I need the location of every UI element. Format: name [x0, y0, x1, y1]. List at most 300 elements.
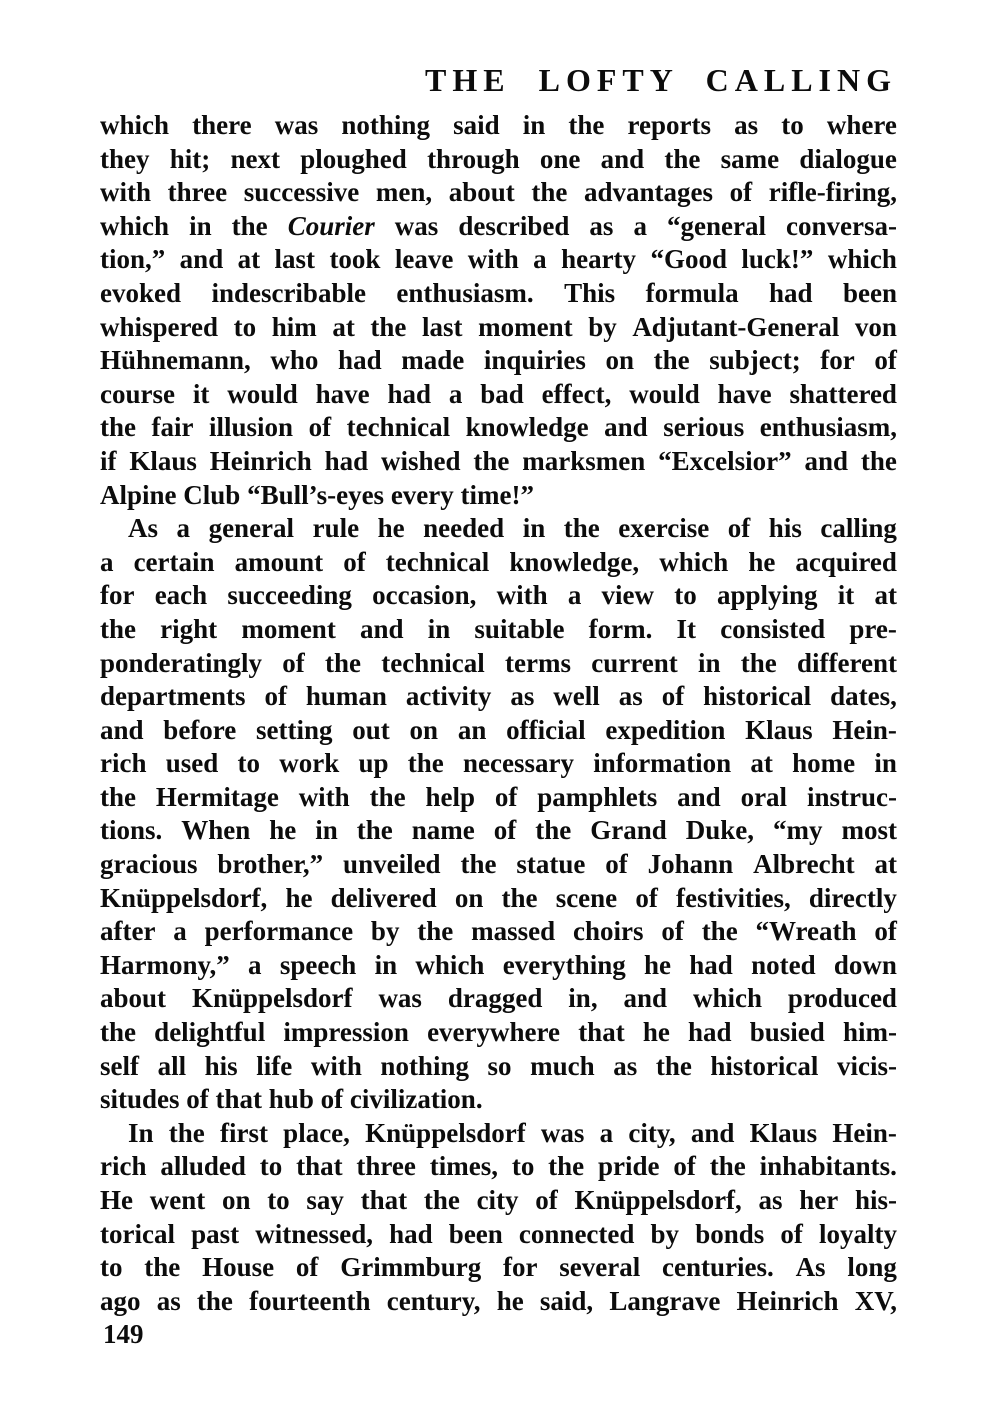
word: him-: [842, 1017, 897, 1048]
word: the: [740, 647, 777, 678]
text-line: [100, 613, 897, 647]
word: time!”: [460, 479, 534, 510]
word: Grand: [590, 815, 667, 846]
word: most: [841, 815, 897, 846]
word: so: [487, 1050, 512, 1081]
word: for: [503, 1252, 538, 1283]
word: and: [677, 781, 721, 812]
word: alluded: [160, 1151, 246, 1182]
word: as: [758, 1185, 783, 1215]
word: statue: [516, 849, 586, 880]
word: rich: [100, 1151, 147, 1182]
word: the: [568, 110, 605, 140]
word: had: [689, 949, 733, 980]
word: civilization.: [349, 1084, 483, 1115]
text-line: [100, 512, 897, 546]
word: the: [417, 916, 454, 947]
word: described: [458, 210, 570, 241]
word: as: [618, 681, 643, 712]
word: century,: [386, 1285, 481, 1316]
word: to: [781, 110, 804, 140]
word: everything: [502, 949, 626, 980]
word: the: [100, 1017, 136, 1048]
word: used: [165, 748, 219, 779]
word: about: [100, 983, 167, 1014]
word: life: [256, 1050, 293, 1081]
word: if: [100, 445, 117, 476]
word: as: [156, 1285, 181, 1316]
word: each: [154, 580, 208, 611]
word: von: [854, 311, 897, 342]
word: they: [100, 143, 150, 174]
word: fourteenth: [249, 1285, 371, 1316]
word: and: [360, 613, 404, 644]
word: a: [176, 513, 191, 544]
text-line: [100, 982, 897, 1016]
word: at: [874, 849, 897, 880]
word: moment: [241, 613, 336, 644]
word: his-: [854, 1185, 897, 1215]
word: It: [676, 613, 697, 644]
word: him: [271, 311, 317, 342]
word: calling: [820, 513, 897, 544]
word: scene: [555, 882, 618, 913]
word: fair: [151, 412, 194, 443]
word: festivities,: [676, 882, 791, 913]
word: terms: [505, 647, 571, 678]
word: every: [390, 479, 454, 510]
word: current: [591, 647, 678, 678]
word: at: [750, 748, 773, 779]
word: with: [496, 580, 548, 611]
word: expedition: [605, 714, 726, 745]
italic-word: Courier: [287, 210, 375, 241]
word: the: [370, 311, 407, 342]
word: instruc-: [806, 781, 897, 812]
word: form.: [588, 613, 653, 644]
word: place,: [283, 1117, 350, 1148]
word: help: [425, 781, 475, 812]
word: three: [167, 177, 228, 208]
word: of: [635, 882, 658, 913]
word: said: [453, 110, 500, 140]
word: course: [100, 378, 175, 409]
word: ago: [100, 1285, 141, 1316]
text-line: [100, 848, 897, 882]
word: a: [567, 580, 582, 611]
text-line: [100, 814, 897, 848]
word: last: [422, 311, 463, 342]
word: As: [795, 1252, 826, 1283]
word: serious: [663, 412, 745, 443]
word: dialogue: [799, 143, 897, 174]
word: in: [522, 513, 546, 544]
word: luck!”: [741, 244, 814, 275]
word: all: [157, 1050, 187, 1081]
word: as: [510, 681, 535, 712]
body-text: [100, 109, 897, 1318]
word: human: [305, 681, 387, 712]
word: bonds: [695, 1218, 765, 1249]
word: hearty: [561, 244, 637, 275]
word: “Excelsior”: [658, 445, 792, 476]
text-line: [100, 949, 897, 983]
word: would: [227, 378, 298, 409]
word: loyalty: [819, 1218, 897, 1249]
word: in: [522, 110, 546, 140]
word: inhabitants.: [759, 1151, 897, 1182]
text-line: [100, 210, 897, 244]
word: the: [168, 1117, 205, 1148]
word: wished: [381, 445, 461, 476]
word: which: [100, 110, 170, 140]
word: Club: [183, 479, 241, 510]
word: name: [411, 815, 475, 846]
word: House: [202, 1252, 275, 1283]
word: As: [128, 513, 159, 544]
word: directly: [808, 882, 897, 913]
word: as: [589, 210, 614, 241]
word: men,: [375, 177, 433, 208]
text-line: [100, 1050, 897, 1084]
word: in: [697, 647, 721, 678]
word: Klaus: [129, 445, 197, 476]
word: historical: [703, 681, 812, 712]
word: subject;: [709, 345, 801, 376]
word: been: [448, 1218, 503, 1249]
word: the: [563, 513, 600, 544]
word: view: [601, 580, 655, 611]
text-line: [100, 411, 897, 445]
word: well: [553, 681, 600, 712]
text-line: [100, 1083, 897, 1117]
word: said,: [539, 1285, 594, 1316]
word: with: [298, 781, 350, 812]
word: same: [720, 143, 780, 174]
word: that: [296, 1151, 343, 1182]
word: was: [394, 210, 439, 241]
word: city: [476, 1185, 519, 1215]
word: of: [308, 412, 332, 443]
word: he: [748, 546, 776, 577]
word: the: [356, 815, 393, 846]
word: several: [559, 1252, 641, 1283]
word: speech: [279, 949, 357, 980]
word: on: [409, 714, 439, 745]
text-line: [100, 277, 897, 311]
word: of: [661, 681, 685, 712]
word: home: [792, 748, 856, 779]
word: the: [655, 1050, 692, 1081]
word: succeeding: [227, 580, 352, 611]
word: Knüppelsdorf: [365, 1117, 526, 1148]
word: information: [593, 748, 732, 779]
word: Heinrich: [209, 445, 312, 476]
word: massed: [471, 916, 556, 947]
word: rule: [312, 513, 360, 544]
word: which: [100, 210, 170, 241]
word: tions.: [100, 815, 163, 846]
word: had: [338, 345, 382, 376]
word: busied: [749, 1017, 825, 1048]
word: rich: [100, 748, 147, 779]
word: there: [192, 110, 252, 140]
word: which: [827, 244, 897, 275]
word: the: [100, 412, 136, 443]
word: official: [506, 714, 586, 745]
word: in,: [568, 983, 598, 1014]
word: work: [279, 748, 340, 779]
word: who: [270, 345, 319, 376]
word: of: [661, 916, 684, 947]
word: Alpine: [100, 479, 177, 510]
word: went: [149, 1185, 206, 1215]
word: of: [874, 916, 897, 947]
word: delightful: [154, 1017, 266, 1048]
text-line: [100, 882, 897, 916]
word: general: [208, 513, 295, 544]
word: Duke,: [685, 815, 754, 846]
word: nothing: [380, 1050, 469, 1081]
word: a: [633, 210, 647, 241]
word: When: [181, 815, 251, 846]
word: last: [274, 244, 316, 275]
word: Hermitage: [155, 781, 279, 812]
word: the: [407, 748, 444, 779]
word: he: [377, 513, 405, 544]
text-line: [100, 344, 897, 378]
word: inquiries: [483, 345, 586, 376]
word: hit;: [169, 143, 211, 174]
word: activity: [405, 681, 492, 712]
running-head: THE LOFTY CALLING: [425, 62, 897, 98]
word: nothing: [341, 110, 430, 140]
word: that: [360, 1185, 408, 1215]
word: and: [604, 412, 648, 443]
word: Harmony,”: [100, 949, 230, 980]
word: by: [588, 311, 617, 342]
word: historical: [710, 1050, 819, 1081]
word: Knüppelsdorf,: [574, 1185, 742, 1215]
text-line: [100, 714, 897, 748]
word: gracious: [100, 849, 198, 880]
word: at: [874, 580, 897, 611]
word: the: [709, 1151, 746, 1182]
word: necessary: [462, 748, 574, 779]
word: on: [605, 345, 634, 376]
word: tion,”: [100, 244, 166, 275]
word: city,: [628, 1117, 676, 1148]
text-line: [100, 1117, 897, 1151]
word: setting: [256, 714, 333, 745]
word: Albrecht: [753, 849, 855, 880]
word: say: [306, 1185, 344, 1215]
word: marksmen: [522, 445, 646, 476]
word: and: [690, 1117, 735, 1148]
word: of: [186, 1084, 209, 1115]
word: the: [701, 916, 738, 947]
word: the: [423, 1185, 460, 1215]
word: his: [768, 513, 802, 544]
word: to: [237, 748, 260, 779]
word: a: [533, 244, 547, 275]
word: “Good: [650, 244, 727, 275]
word: shattered: [789, 378, 897, 409]
word: of: [264, 681, 287, 712]
word: been: [843, 277, 897, 308]
word: performance: [204, 916, 354, 947]
word: after: [100, 916, 156, 947]
word: of: [295, 1252, 319, 1283]
word: leave: [394, 244, 454, 275]
word: enthusiasm,: [759, 412, 897, 443]
word: a: [448, 378, 463, 409]
word: brother,”: [217, 849, 324, 880]
word: oral: [740, 781, 788, 812]
text-line: [100, 1184, 897, 1218]
word: technical: [381, 647, 485, 678]
word: had: [389, 1218, 433, 1249]
word: dragged: [447, 983, 543, 1014]
word: pamphlets: [537, 781, 658, 812]
word: his: [204, 1050, 238, 1081]
word: occasion,: [372, 580, 477, 611]
word: noted: [751, 949, 816, 980]
word: had: [387, 378, 432, 409]
word: by: [370, 916, 400, 947]
word: her: [799, 1185, 839, 1215]
word: successive: [243, 177, 360, 208]
word: the: [325, 647, 362, 678]
word: with: [310, 1050, 362, 1081]
word: to: [233, 311, 257, 342]
word: the: [531, 177, 568, 208]
text-line: [100, 143, 897, 177]
word: illusion: [209, 412, 294, 443]
word: an: [457, 714, 487, 745]
text-line: [100, 680, 897, 714]
word: of: [729, 177, 753, 208]
word: past: [191, 1218, 240, 1249]
word: Hein-: [832, 1117, 897, 1148]
word: moment: [478, 311, 573, 342]
word: that: [578, 1017, 625, 1048]
word: the: [653, 345, 690, 376]
word: witnessed,: [255, 1218, 373, 1249]
word: whispered: [100, 311, 219, 342]
word: of: [282, 647, 305, 678]
word: of: [493, 815, 517, 846]
word: Grimmburg: [340, 1252, 482, 1283]
word: self: [100, 1050, 139, 1081]
text-line: [100, 1218, 897, 1252]
word: “general: [667, 210, 766, 241]
word: the: [860, 445, 897, 476]
word: “Bull’s-eyes: [247, 479, 385, 510]
word: different: [797, 647, 897, 678]
word: at: [332, 311, 355, 342]
word: certain: [133, 546, 215, 577]
word: and: [804, 445, 849, 476]
word: had: [688, 1017, 732, 1048]
word: situdes: [100, 1084, 180, 1115]
text-line: [100, 1016, 897, 1050]
word: that: [215, 1084, 263, 1115]
word: down: [833, 949, 897, 980]
word: choirs: [573, 916, 644, 947]
word: out: [352, 714, 390, 745]
word: as: [734, 110, 759, 140]
word: up: [358, 748, 389, 779]
word: to: [259, 1151, 283, 1182]
word: by: [650, 1218, 680, 1249]
word: a: [173, 916, 187, 947]
word: have: [315, 378, 370, 409]
text-line: [100, 378, 897, 412]
word: of: [727, 513, 751, 544]
word: and: [100, 714, 144, 745]
word: acquired: [795, 546, 897, 577]
word: where: [826, 110, 897, 140]
word: was: [378, 983, 422, 1014]
word: knowledge: [465, 412, 589, 443]
word: about: [448, 177, 515, 208]
word: and: [623, 983, 668, 1014]
word: consisted: [720, 613, 826, 644]
word: one: [539, 143, 581, 174]
word: technical: [385, 546, 490, 577]
word: the: [231, 210, 268, 241]
word: Langrave: [609, 1285, 721, 1316]
word: advantages: [584, 177, 714, 208]
word: next: [230, 143, 280, 174]
word: rifle-firing,: [768, 177, 897, 208]
text-line: [100, 579, 897, 613]
word: he: [285, 882, 313, 913]
word: the: [664, 143, 701, 174]
word: to: [511, 1151, 535, 1182]
word: vicis-: [836, 1050, 897, 1081]
word: “my: [772, 815, 823, 846]
word: the: [460, 849, 497, 880]
word: to: [100, 1252, 123, 1283]
word: of: [605, 849, 628, 880]
word: exercise: [618, 513, 710, 544]
word: which: [692, 983, 762, 1014]
text-line: [100, 546, 897, 580]
word: in: [874, 748, 897, 779]
word: with: [467, 244, 519, 275]
word: with: [100, 177, 152, 208]
word: it: [837, 580, 855, 611]
word: of: [494, 781, 518, 812]
word: the: [501, 882, 538, 913]
word: the: [100, 613, 136, 644]
word: pride: [598, 1151, 660, 1182]
word: delivered: [330, 882, 437, 913]
text-line: [100, 915, 897, 949]
word: dates,: [830, 681, 897, 712]
word: made: [401, 345, 465, 376]
word: the: [144, 1252, 181, 1283]
word: for: [100, 580, 135, 611]
word: hub: [268, 1084, 314, 1115]
word: the: [473, 445, 510, 476]
word: bad: [480, 378, 524, 409]
word: times,: [429, 1151, 498, 1182]
word: it: [192, 378, 210, 409]
word: long: [847, 1252, 897, 1283]
